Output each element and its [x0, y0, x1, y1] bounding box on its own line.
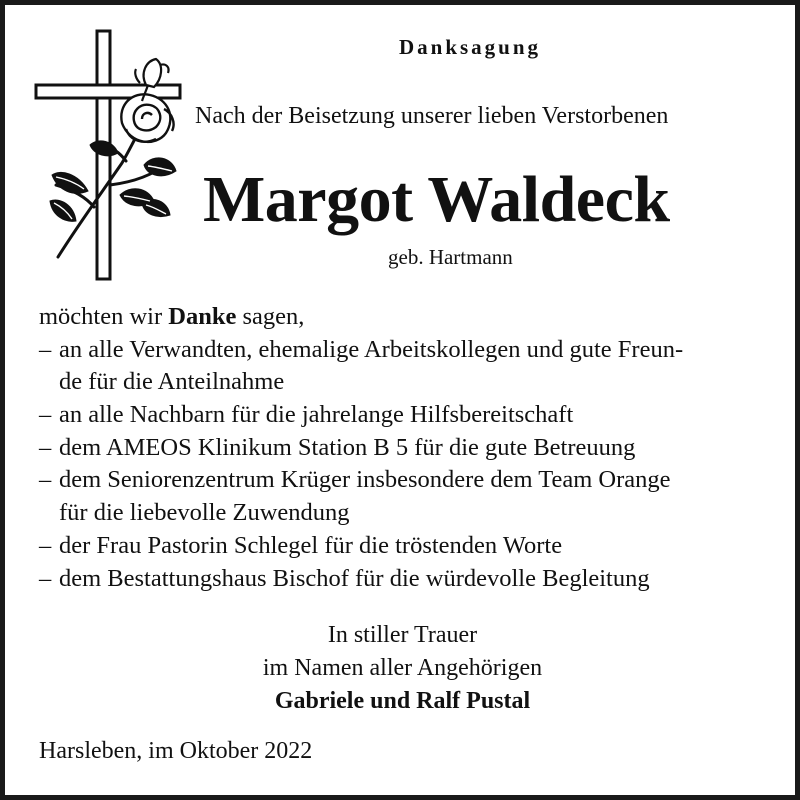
- thanks-word: Danke: [168, 303, 237, 330]
- list-item: – dem Bestattungshaus Bischof für die würdevolle Begleitung: [39, 563, 683, 596]
- closing-block: [5, 619, 795, 718]
- list-item: – der Frau Pastorin Schlegel für die tröstenden Worte: [39, 530, 683, 563]
- thanks-intro-line: möchten wir Danke sagen,: [39, 303, 305, 330]
- signers: Gabriele und Ralf Pustal: [274, 688, 531, 714]
- thanks-text: [39, 301, 683, 595]
- intro-line: Nach der Beisetzung unserer lieben Verstorbenen: [195, 103, 669, 129]
- list-dash: –: [39, 401, 52, 429]
- cross-with-rose-icon: [30, 25, 190, 287]
- list-dash: –: [39, 466, 52, 494]
- list-dash: –: [39, 564, 52, 592]
- deceased-name: Margot Waldeck: [203, 163, 670, 236]
- closing-line: In stiller Trauer: [327, 622, 478, 648]
- notice-heading: Danksagung: [398, 35, 542, 59]
- list-dash: –: [39, 433, 52, 461]
- list-item: – dem Seniorenzentrum Krüger insbesondere dem Team Orange: [39, 464, 683, 497]
- closing-line: im Namen aller Angehörigen: [262, 655, 543, 681]
- list-item: – an alle Nachbarn für die jahrelange Hilfsbereitschaft: [39, 399, 683, 432]
- rose-bloom-icon: [121, 94, 173, 142]
- list-item: – dem AMEOS Klinikum Station B 5 für die gute Betreuung: [39, 432, 683, 465]
- list-dash: –: [39, 531, 52, 559]
- place-date: Harsleben, im Oktober 2022: [39, 738, 313, 764]
- maiden-name: geb. Hartmann: [388, 245, 513, 269]
- list-item-continuation: für die liebevolle Zuwendung: [59, 499, 350, 527]
- list-item: – an alle Verwandten, ehemalige Arbeitskollegen und gute Freun-: [39, 334, 683, 367]
- list-item-continuation: de für die Anteilnahme: [59, 368, 285, 396]
- list-dash: –: [39, 335, 52, 363]
